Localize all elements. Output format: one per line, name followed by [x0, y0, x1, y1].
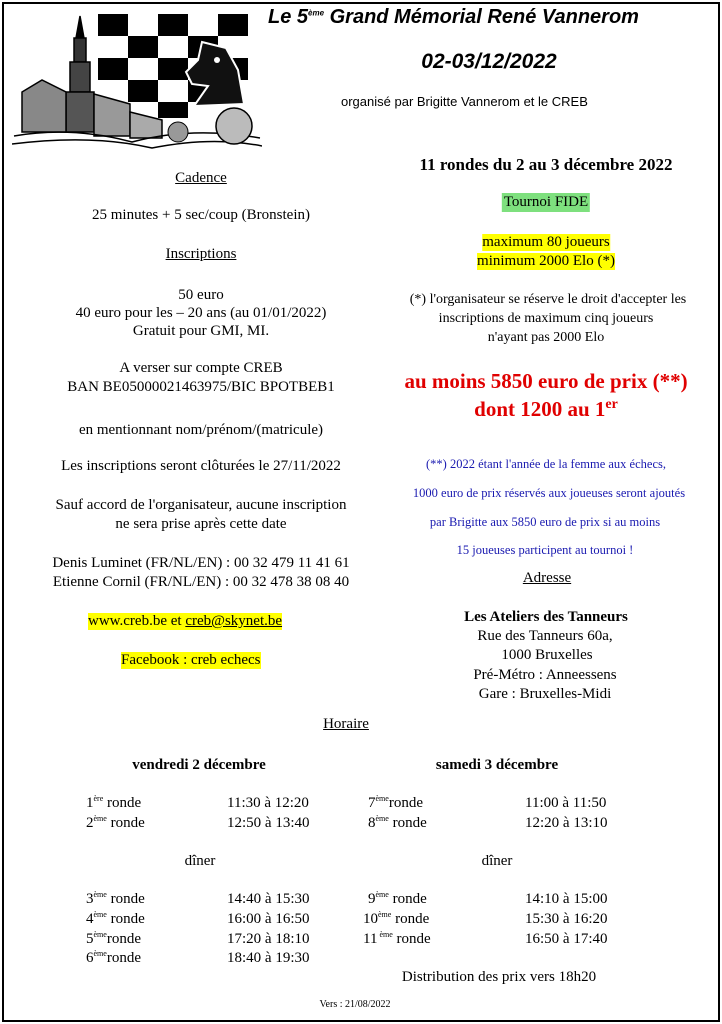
fide-badge: Tournoi FIDE — [503, 194, 589, 210]
round-7-time: 11:00 à 11:50 — [525, 795, 607, 811]
chess-logo-image — [12, 8, 262, 154]
venue-city: 1000 Bruxelles — [501, 647, 593, 663]
elo-note-line-1: (*) l'organisateur se réserve le droit d'accepter les — [409, 292, 687, 307]
fee-free: Gratuit pour GMI, MI. — [132, 323, 270, 339]
globe-drawing — [216, 108, 252, 144]
payment-iban: BAN BE05000021463975/BIC BPOTBEB1 — [67, 379, 335, 395]
round-6-label: 6èmeronde — [86, 949, 141, 966]
round-6-time: 18:40 à 19:30 — [227, 950, 310, 966]
organizer-line: organisé par Brigitte Vannerom et le CREB — [341, 94, 588, 109]
round-8-label: 8ème ronde — [368, 814, 427, 831]
round-9-label: 9ème ronde — [368, 890, 427, 907]
women-note-line-3: par Brigitte aux 5850 euro de prix si au moins — [429, 515, 661, 529]
venue-station: Gare : Bruxelles-Midi — [478, 686, 612, 702]
round-11-time: 16:50 à 17:40 — [525, 931, 608, 947]
venue-metro: Pré-Métro : Anneessens — [473, 667, 617, 683]
closing-date: Les inscriptions seront clôturées le 27/11/2022 — [61, 458, 341, 474]
cadence-value: 25 minutes + 5 sec/coup (Bronstein) — [91, 207, 311, 223]
round-4-time: 16:00 à 16:50 — [227, 911, 310, 927]
rounds-summary: 11 rondes du 2 au 3 décembre 2022 — [419, 155, 673, 174]
tournament-dates: 02-03/12/2022 — [421, 50, 557, 73]
round-11-label: 11 $^{ème}$ ronde — [363, 930, 431, 947]
diner-friday: dîner — [184, 853, 216, 869]
women-note-line-4: 15 joueuses participent au tournoi ! — [456, 543, 634, 557]
cadence-heading: Cadence — [175, 170, 227, 186]
round-9-time: 14:10 à 15:00 — [525, 891, 608, 907]
round-1-time: 11:30 à 12:20 — [227, 795, 309, 811]
prize-distribution: Distribution des prix vers 18h20 — [401, 969, 597, 985]
payment-line-1: A verser sur compte CREB — [119, 360, 283, 376]
round-2-time: 12:50 à 13:40 — [227, 815, 310, 831]
website-link[interactable]: www.creb.be et — [88, 613, 186, 629]
round-5-label: 5èmeronde — [86, 930, 141, 947]
elo-note-line-2: inscriptions de maximum cinq joueurs — [438, 311, 654, 326]
round-1-label: 1ère ronde — [86, 794, 142, 811]
day-2-heading: samedi 3 décembre — [435, 757, 559, 773]
min-elo: minimum 2000 Elo (*) — [477, 253, 615, 269]
address-heading: Adresse — [522, 570, 572, 586]
agreement-line-2: ne sera prise après cette date — [115, 516, 287, 532]
venue-street: Rue des Tanneurs 60a, — [477, 628, 613, 644]
day-1-heading: vendredi 2 décembre — [132, 757, 266, 773]
round-5-time: 17:20 à 18:10 — [227, 931, 310, 947]
max-players: maximum 80 joueurs — [482, 234, 610, 250]
diner-saturday: dîner — [481, 853, 513, 869]
round-3-time: 14:40 à 15:30 — [227, 891, 310, 907]
first-prize: dont 1200 au 1er — [474, 397, 618, 421]
elo-note-line-3: n'ayant pas 2000 Elo — [487, 330, 605, 345]
email-link[interactable]: creb@skynet.be — [185, 613, 283, 629]
round-3-label: 3ème ronde — [86, 890, 145, 907]
fee-youth: 40 euro pour les – 20 ans (au 01/01/2022) — [75, 305, 327, 321]
fee-standard: 50 euro — [178, 287, 224, 303]
contact-etienne: Etienne Cornil (FR/NL/EN) : 00 32 478 38 08 40 — [52, 574, 350, 590]
round-2-label: 2ème ronde — [86, 814, 145, 831]
inscriptions-heading: Inscriptions — [165, 246, 237, 262]
web-links — [88, 613, 282, 630]
round-7-label: 7èmeronde — [368, 794, 423, 811]
venue-name: Les Ateliers des Tanneurs — [464, 609, 628, 625]
payment-mention: en mentionnant nom/prénom/(matricule) — [78, 422, 324, 438]
round-8-time: 12:20 à 13:10 — [525, 815, 608, 831]
prize-fund: au moins 5850 euro de prix (**) — [404, 369, 688, 393]
round-10-time: 15:30 à 16:20 — [525, 911, 608, 927]
contact-denis: Denis Luminet (FR/NL/EN) : 00 32 479 11 41 61 — [52, 555, 350, 571]
agreement-line-1: Sauf accord de l'organisateur, aucune inscription — [55, 497, 347, 513]
women-note-line-2: 1000 euro de prix réservés aux joueuses seront ajoutés — [412, 486, 686, 500]
round-10-label: 10ème ronde — [363, 910, 430, 927]
round-4-label: 4ème ronde — [86, 910, 145, 927]
women-note-line-1: (**) 2022 étant l'année de la femme aux échecs, — [426, 457, 666, 471]
facebook-link[interactable]: Facebook : creb echecs — [121, 652, 261, 668]
version-footer: Vers : 21/08/2022 — [319, 999, 391, 1010]
schedule-heading: Horaire — [323, 716, 369, 732]
tournament-title: Le 5ème Grand Mémorial René Vannerom — [268, 6, 639, 28]
